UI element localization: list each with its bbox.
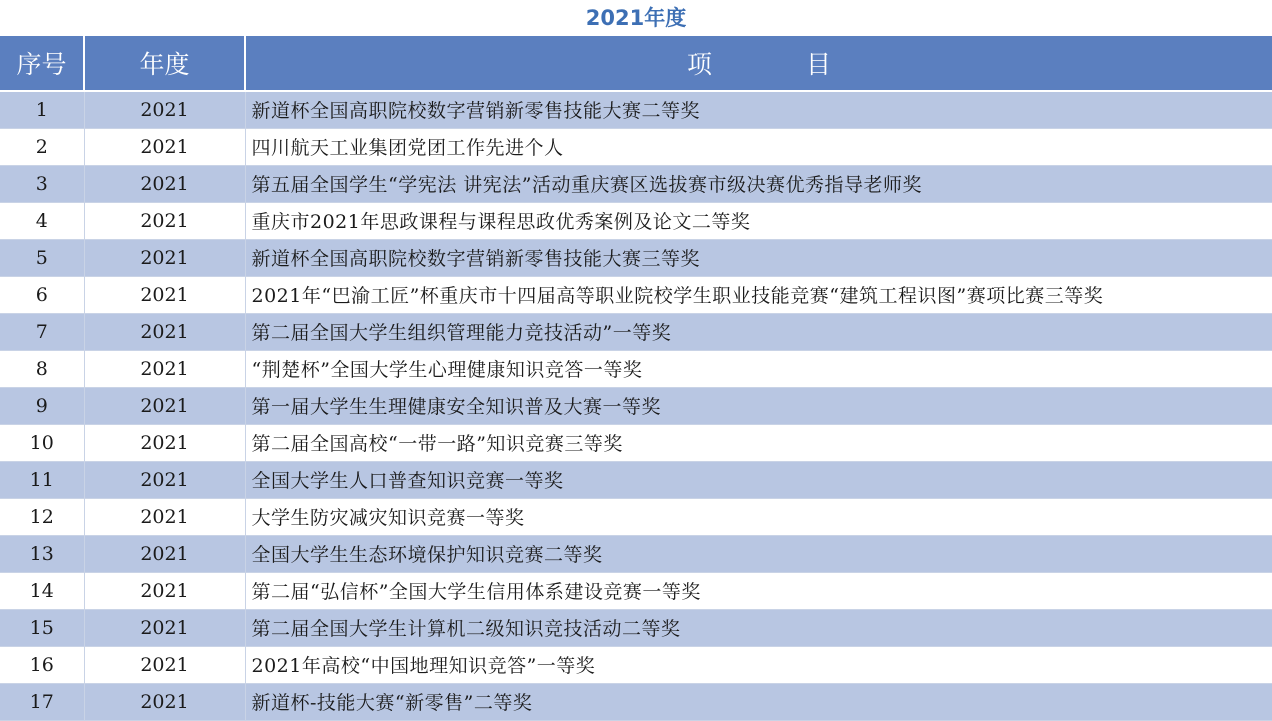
row-year-cell: 2021 bbox=[84, 276, 245, 313]
row-year-cell: 2021 bbox=[84, 461, 245, 498]
header-index: 序号 bbox=[0, 36, 84, 91]
row-index-cell: 17 bbox=[0, 683, 84, 720]
row-index-cell: 5 bbox=[0, 239, 84, 276]
row-index-cell: 4 bbox=[0, 202, 84, 239]
page-title: 2021年度 bbox=[585, 6, 687, 30]
row-item-cell: 第五届全国学生“学宪法 讲宪法”活动重庆赛区选拔赛市级决赛优秀指导老师奖 bbox=[245, 165, 1272, 202]
row-index-cell: 16 bbox=[0, 646, 84, 683]
row-index-cell: 12 bbox=[0, 498, 84, 535]
row-year-cell: 2021 bbox=[84, 313, 245, 350]
row-year-cell: 2021 bbox=[84, 387, 245, 424]
row-item-cell: 第二届“弘信杯”全国大学生信用体系建设竞赛一等奖 bbox=[245, 572, 1272, 609]
row-year-cell: 2021 bbox=[84, 535, 245, 572]
row-item-cell: 新道杯全国高职院校数字营销新零售技能大赛三等奖 bbox=[245, 239, 1272, 276]
row-item-cell: 第一届大学生生理健康安全知识普及大赛一等奖 bbox=[245, 387, 1272, 424]
table-row bbox=[0, 128, 1272, 165]
awards-table bbox=[0, 36, 1272, 721]
row-index-cell: 11 bbox=[0, 461, 84, 498]
row-item-cell: 新道杯-技能大赛“新零售”二等奖 bbox=[245, 683, 1272, 720]
table-row bbox=[0, 609, 1272, 646]
row-item-cell: 大学生防灾减灾知识竞赛一等奖 bbox=[245, 498, 1272, 535]
row-item-cell: 四川航天工业集团党团工作先进个人 bbox=[245, 128, 1272, 165]
header-item-left: 项 bbox=[686, 50, 712, 79]
header-item bbox=[245, 36, 1272, 91]
header-row bbox=[0, 36, 1272, 91]
table-row bbox=[0, 646, 1272, 683]
row-index-cell: 7 bbox=[0, 313, 84, 350]
row-item-cell: 全国大学生生态环境保护知识竞赛二等奖 bbox=[245, 535, 1272, 572]
table-row bbox=[0, 387, 1272, 424]
table-row bbox=[0, 165, 1272, 202]
row-year-cell: 2021 bbox=[84, 609, 245, 646]
row-index-cell: 2 bbox=[0, 128, 84, 165]
row-index-cell: 10 bbox=[0, 424, 84, 461]
row-year-cell: 2021 bbox=[84, 128, 245, 165]
table-row bbox=[0, 461, 1272, 498]
table-row bbox=[0, 239, 1272, 276]
table-row bbox=[0, 498, 1272, 535]
row-year-cell: 2021 bbox=[84, 498, 245, 535]
table-row bbox=[0, 424, 1272, 461]
row-item-cell: 2021年高校“中国地理知识竞答”一等奖 bbox=[245, 646, 1272, 683]
row-year-cell: 2021 bbox=[84, 239, 245, 276]
row-index-cell: 1 bbox=[0, 91, 84, 128]
row-item-cell: “荆楚杯”全国大学生心理健康知识竞答一等奖 bbox=[245, 350, 1272, 387]
table-row bbox=[0, 350, 1272, 387]
row-year-cell: 2021 bbox=[84, 424, 245, 461]
table-row bbox=[0, 572, 1272, 609]
row-index-cell: 15 bbox=[0, 609, 84, 646]
table-row bbox=[0, 276, 1272, 313]
row-item-cell: 2021年“巴渝工匠”杯重庆市十四届高等职业院校学生职业技能竞赛“建筑工程识图”赛项比赛三等奖 bbox=[245, 276, 1272, 313]
header-item-right: 目 bbox=[806, 50, 832, 79]
row-item-cell: 第二届全国高校“一带一路”知识竞赛三等奖 bbox=[245, 424, 1272, 461]
table-row bbox=[0, 91, 1272, 128]
row-year-cell: 2021 bbox=[84, 350, 245, 387]
table-row bbox=[0, 313, 1272, 350]
row-item-cell: 第二届全国大学生计算机二级知识竞技活动二等奖 bbox=[245, 609, 1272, 646]
table-row bbox=[0, 683, 1272, 720]
row-year-cell: 2021 bbox=[84, 165, 245, 202]
row-index-cell: 6 bbox=[0, 276, 84, 313]
table-row bbox=[0, 535, 1272, 572]
table-body bbox=[0, 91, 1272, 720]
row-index-cell: 14 bbox=[0, 572, 84, 609]
row-index-cell: 9 bbox=[0, 387, 84, 424]
row-item-cell: 新道杯全国高职院校数字营销新零售技能大赛二等奖 bbox=[245, 91, 1272, 128]
row-index-cell: 13 bbox=[0, 535, 84, 572]
row-year-cell: 2021 bbox=[84, 572, 245, 609]
row-year-cell: 2021 bbox=[84, 646, 245, 683]
row-index-cell: 3 bbox=[0, 165, 84, 202]
table-row bbox=[0, 202, 1272, 239]
row-year-cell: 2021 bbox=[84, 202, 245, 239]
row-year-cell: 2021 bbox=[84, 683, 245, 720]
row-index-cell: 8 bbox=[0, 350, 84, 387]
row-item-cell: 全国大学生人口普查知识竞赛一等奖 bbox=[245, 461, 1272, 498]
row-year-cell: 2021 bbox=[84, 91, 245, 128]
row-item-cell: 重庆市2021年思政课程与课程思政优秀案例及论文二等奖 bbox=[245, 202, 1272, 239]
row-item-cell: 第二届全国大学生组织管理能力竞技活动”一等奖 bbox=[245, 313, 1272, 350]
header-year: 年度 bbox=[84, 36, 245, 91]
